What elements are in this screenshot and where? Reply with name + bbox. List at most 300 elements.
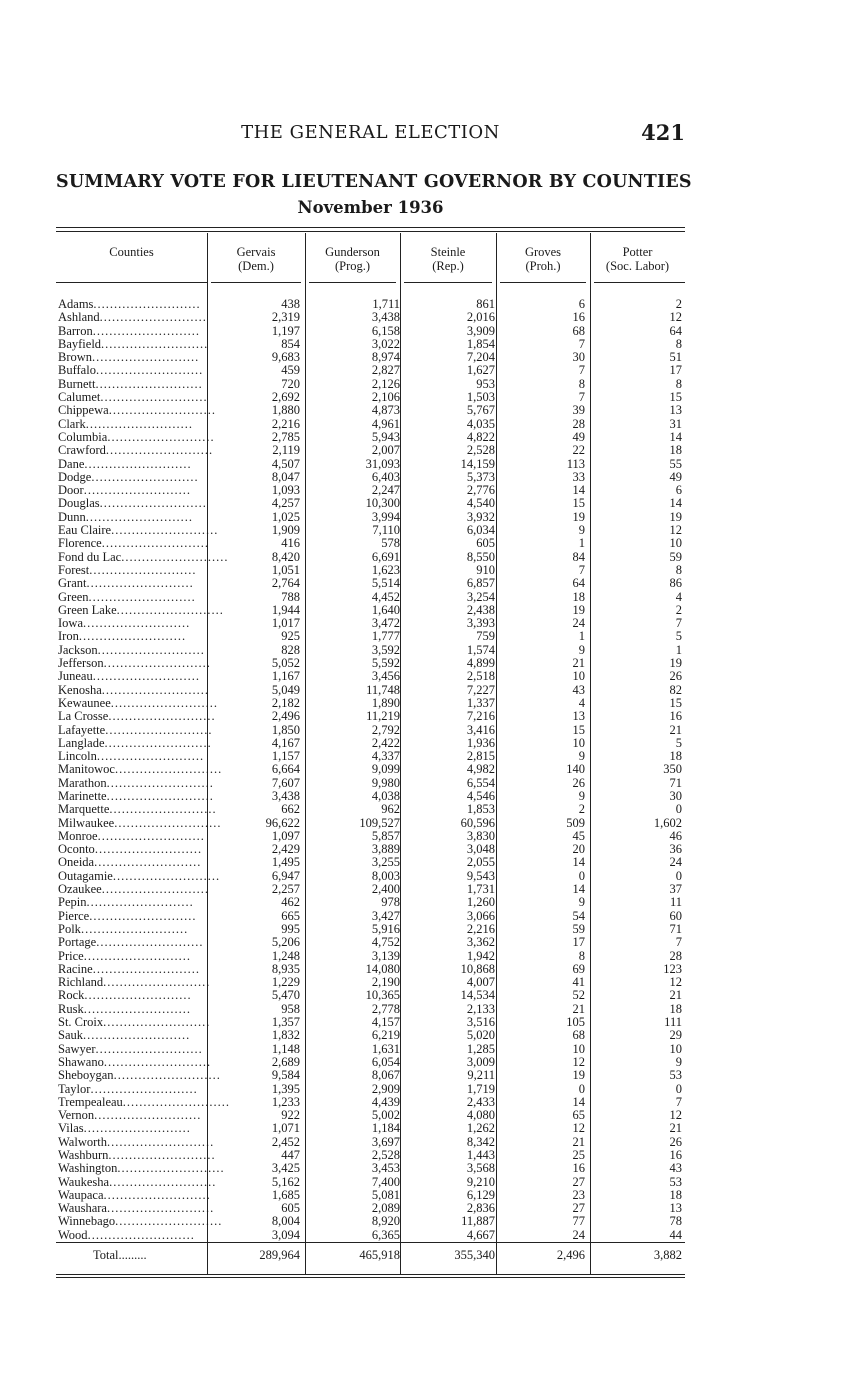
county-name: Pierce.......................... <box>58 908 197 923</box>
groves-votes: 1 <box>578 629 585 644</box>
county-name: Clark.......................... <box>58 416 194 431</box>
gunderson-votes: 6,403 <box>371 469 400 484</box>
total-potter: 3,882 <box>653 1248 682 1262</box>
potter-votes: 51 <box>669 350 682 365</box>
groves-votes: 77 <box>572 1214 585 1229</box>
groves-votes: 105 <box>566 1015 585 1030</box>
steinle-votes: 2,133 <box>466 1001 495 1016</box>
gervais-votes: 3,438 <box>271 788 300 803</box>
groves-votes: 10 <box>572 735 585 750</box>
table-row <box>56 1056 685 1069</box>
steinle-votes: 2,433 <box>466 1094 495 1109</box>
county-name: Dodge.......................... <box>58 469 199 484</box>
steinle-votes: 6,129 <box>466 1187 495 1202</box>
gunderson-votes: 10,300 <box>365 496 400 511</box>
gervais-votes: 5,162 <box>271 1174 300 1189</box>
running-head <box>56 122 685 148</box>
county-name: Florence.......................... <box>58 536 209 551</box>
potter-votes: 26 <box>669 669 682 684</box>
county-name: Iron.......................... <box>58 629 187 644</box>
potter-votes: 4 <box>675 589 682 604</box>
steinle-votes: 3,362 <box>466 935 495 950</box>
table-row <box>56 750 685 763</box>
column-header-counties: Counties <box>109 245 154 259</box>
gervais-votes: 1,093 <box>271 483 300 498</box>
total-label: Total......... <box>93 1248 147 1262</box>
gervais-votes: 1,850 <box>271 722 300 737</box>
steinle-votes: 4,035 <box>466 416 495 431</box>
table-row <box>56 391 685 404</box>
steinle-votes: 4,982 <box>466 762 495 777</box>
groves-votes: 1 <box>578 536 585 551</box>
potter-votes: 15 <box>669 390 682 405</box>
groves-votes: 43 <box>572 682 585 697</box>
potter-votes: 16 <box>669 709 682 724</box>
groves-votes: 69 <box>572 961 585 976</box>
county-name: Manitowoc.......................... <box>58 762 223 777</box>
county-name: Marinette.......................... <box>58 788 214 803</box>
potter-votes: 8 <box>675 376 682 391</box>
potter-votes: 60 <box>669 908 682 923</box>
potter-votes: 7 <box>675 616 682 631</box>
table-title: SUMMARY VOTE FOR LIEUTENANT GOVERNOR BY COUNTIES <box>56 172 692 192</box>
table-row <box>56 604 685 617</box>
gunderson-votes: 4,452 <box>371 589 400 604</box>
county-name: Milwaukee.......................... <box>58 815 222 830</box>
gunderson-votes: 8,067 <box>371 1068 400 1083</box>
bottom-rule-2 <box>56 1277 685 1278</box>
groves-votes: 24 <box>572 1227 585 1242</box>
gervais-votes: 4,507 <box>271 456 300 471</box>
steinle-votes: 1,854 <box>466 336 495 351</box>
gervais-votes: 8,935 <box>271 961 300 976</box>
gunderson-votes: 2,190 <box>371 975 400 990</box>
gunderson-votes: 1,631 <box>371 1041 400 1056</box>
gunderson-votes: 6,365 <box>371 1227 400 1242</box>
gervais-votes: 5,470 <box>271 988 300 1003</box>
county-name: Shawano.......................... <box>58 1054 212 1069</box>
steinle-votes: 3,516 <box>466 1015 495 1030</box>
gervais-votes: 5,049 <box>271 682 300 697</box>
table-row <box>56 551 685 564</box>
table-row <box>56 896 685 909</box>
bottom-rule-1 <box>56 1274 685 1275</box>
county-name: Kewaunee.......................... <box>58 695 218 710</box>
gervais-votes: 605 <box>281 1201 300 1216</box>
gunderson-votes: 7,110 <box>372 523 400 538</box>
gervais-votes: 9,584 <box>271 1068 300 1083</box>
groves-votes: 509 <box>566 815 585 830</box>
potter-votes: 123 <box>663 961 682 976</box>
gunderson-votes: 578 <box>381 536 400 551</box>
top-rule-1 <box>56 227 685 228</box>
county-name: Polk.......................... <box>58 921 189 936</box>
gervais-votes: 1,025 <box>271 509 300 524</box>
county-name: La Crosse.......................... <box>58 709 216 724</box>
steinle-votes: 1,260 <box>466 895 495 910</box>
county-name: Grant.......................... <box>58 576 194 591</box>
gunderson-votes: 3,592 <box>371 642 400 657</box>
gunderson-votes: 5,081 <box>371 1187 400 1202</box>
steinle-votes: 7,227 <box>466 682 495 697</box>
gervais-votes: 958 <box>281 1001 300 1016</box>
steinle-votes: 2,016 <box>466 310 495 325</box>
potter-votes: 6 <box>675 483 682 498</box>
gervais-votes: 447 <box>281 1148 300 1162</box>
table-row <box>56 763 685 776</box>
groves-votes: 84 <box>572 549 585 564</box>
gervais-votes: 1,832 <box>271 1028 300 1043</box>
gunderson-votes: 1,890 <box>371 695 400 710</box>
table-row <box>56 537 685 550</box>
gervais-votes: 2,689 <box>271 1054 300 1069</box>
gervais-votes: 662 <box>281 802 300 817</box>
gervais-votes: 4,257 <box>271 496 300 511</box>
gervais-votes: 995 <box>281 921 300 936</box>
table-row <box>56 817 685 830</box>
header-underline <box>404 282 492 283</box>
steinle-votes: 3,066 <box>466 908 495 923</box>
steinle-votes: 9,211 <box>467 1068 495 1083</box>
potter-votes: 2 <box>675 297 682 311</box>
gunderson-votes: 7,400 <box>371 1174 400 1189</box>
steinle-votes: 1,443 <box>466 1148 495 1162</box>
table-subtitle: November 1936 <box>297 198 444 217</box>
groves-votes: 7 <box>578 562 585 577</box>
table-row <box>56 870 685 883</box>
table-row <box>56 670 685 683</box>
gervais-votes: 1,148 <box>271 1041 300 1056</box>
total-gunderson: 465,918 <box>359 1248 400 1262</box>
gervais-votes: 2,429 <box>271 842 300 857</box>
gervais-votes: 2,319 <box>271 310 300 325</box>
gervais-votes: 1,167 <box>271 669 300 684</box>
gunderson-votes: 5,857 <box>371 828 400 843</box>
steinle-votes: 1,627 <box>466 363 495 378</box>
table-row <box>56 657 685 670</box>
gervais-votes: 2,764 <box>271 576 300 591</box>
county-name: Waukesha.......................... <box>58 1174 217 1189</box>
steinle-votes: 1,936 <box>466 735 495 750</box>
header-underline <box>211 282 301 283</box>
county-name: Eau Claire.......................... <box>58 523 219 538</box>
steinle-votes: 3,254 <box>466 589 495 604</box>
county-name: Door.......................... <box>58 483 191 498</box>
gunderson-votes: 3,438 <box>371 310 400 325</box>
steinle-votes: 2,836 <box>466 1201 495 1216</box>
county-name: Rusk.......................... <box>58 1001 191 1016</box>
header-underline <box>500 282 586 283</box>
potter-votes: 12 <box>669 975 682 990</box>
county-name: Bayfield.......................... <box>58 336 209 351</box>
table-row <box>56 524 685 537</box>
gervais-votes: 438 <box>281 297 300 311</box>
gervais-votes: 6,664 <box>271 762 300 777</box>
steinle-votes: 4,007 <box>466 975 495 990</box>
gervais-votes: 2,452 <box>271 1134 300 1149</box>
total-row <box>56 1247 685 1263</box>
gunderson-votes: 2,422 <box>371 735 400 750</box>
steinle-votes: 910 <box>476 562 495 577</box>
total-groves: 2,496 <box>556 1248 585 1262</box>
groves-votes: 13 <box>572 709 585 724</box>
county-name: Jackson.......................... <box>58 642 205 657</box>
potter-votes: 71 <box>669 921 682 936</box>
groves-votes: 10 <box>572 1041 585 1056</box>
potter-votes: 14 <box>669 496 682 511</box>
table-row <box>56 989 685 1002</box>
table-row <box>56 378 685 391</box>
steinle-votes: 2,438 <box>466 602 495 617</box>
groves-votes: 41 <box>572 975 585 990</box>
gunderson-votes: 1,711 <box>372 297 400 311</box>
table-row <box>56 484 685 497</box>
gunderson-votes: 2,778 <box>371 1001 400 1016</box>
gunderson-votes: 8,974 <box>371 350 400 365</box>
steinle-votes: 7,216 <box>466 709 495 724</box>
steinle-votes: 3,830 <box>466 828 495 843</box>
groves-votes: 7 <box>578 336 585 351</box>
table-row <box>56 444 685 457</box>
potter-votes: 350 <box>663 762 682 777</box>
potter-votes: 26 <box>669 1134 682 1149</box>
steinle-votes: 861 <box>476 297 495 311</box>
steinle-votes: 1,731 <box>466 882 495 897</box>
county-name: Lafayette.......................... <box>58 722 213 737</box>
groves-votes: 0 <box>578 1081 585 1096</box>
steinle-votes: 4,667 <box>466 1227 495 1242</box>
groves-votes: 14 <box>572 483 585 498</box>
steinle-votes: 7,204 <box>466 350 495 365</box>
table-row <box>56 936 685 949</box>
county-name: Marquette.......................... <box>58 802 217 817</box>
page-number: 421 <box>641 120 685 145</box>
table-row <box>56 737 685 750</box>
potter-votes: 2 <box>675 602 682 617</box>
potter-votes: 18 <box>669 1187 682 1202</box>
gunderson-votes: 31,093 <box>365 456 400 471</box>
table-row <box>56 1069 685 1082</box>
potter-votes: 12 <box>669 310 682 325</box>
steinle-votes: 605 <box>476 536 495 551</box>
gunderson-votes: 6,054 <box>371 1054 400 1069</box>
groves-votes: 24 <box>572 616 585 631</box>
gunderson-votes: 5,943 <box>371 429 400 444</box>
county-name: Vernon.......................... <box>58 1108 202 1123</box>
county-name: Forest.......................... <box>58 562 197 577</box>
potter-votes: 19 <box>669 509 682 524</box>
total-steinle: 355,340 <box>454 1248 495 1262</box>
county-name: Fond du Lac.......................... <box>58 549 229 564</box>
groves-votes: 113 <box>566 456 585 471</box>
potter-votes: 64 <box>669 323 682 338</box>
gervais-votes: 96,622 <box>265 815 300 830</box>
gunderson-votes: 2,089 <box>371 1201 400 1216</box>
groves-votes: 19 <box>572 1068 585 1083</box>
gervais-votes: 922 <box>281 1108 300 1123</box>
table-row <box>56 1136 685 1149</box>
column-header-potter: Potter (Soc. Labor) <box>605 245 670 273</box>
table-row <box>56 338 685 351</box>
potter-votes: 53 <box>669 1068 682 1083</box>
steinle-votes: 4,080 <box>466 1108 495 1123</box>
gunderson-votes: 4,337 <box>371 749 400 764</box>
steinle-votes: 60,596 <box>460 815 495 830</box>
groves-votes: 68 <box>572 1028 585 1043</box>
running-title: THE GENERAL ELECTION <box>241 122 500 143</box>
steinle-votes: 2,815 <box>466 749 495 764</box>
potter-votes: 12 <box>669 523 682 538</box>
groves-votes: 9 <box>578 749 585 764</box>
gervais-votes: 2,692 <box>271 390 300 405</box>
groves-votes: 39 <box>572 403 585 418</box>
steinle-votes: 3,393 <box>466 616 495 631</box>
gervais-votes: 2,257 <box>271 882 300 897</box>
groves-votes: 26 <box>572 775 585 790</box>
potter-votes: 10 <box>669 1041 682 1056</box>
potter-votes: 18 <box>669 749 682 764</box>
table-row <box>56 617 685 630</box>
potter-votes: 17 <box>669 363 682 378</box>
table-row <box>56 1202 685 1215</box>
groves-votes: 49 <box>572 429 585 444</box>
gunderson-votes: 1,640 <box>371 602 400 617</box>
potter-votes: 19 <box>669 656 682 671</box>
gervais-votes: 925 <box>281 629 300 644</box>
steinle-votes: 5,020 <box>466 1028 495 1043</box>
steinle-votes: 11,887 <box>461 1214 495 1229</box>
table-row <box>56 923 685 936</box>
county-name: Outagamie.......................... <box>58 868 221 883</box>
gunderson-votes: 1,623 <box>371 562 400 577</box>
table-row <box>56 790 685 803</box>
potter-votes: 82 <box>669 682 682 697</box>
county-name: Portage.......................... <box>58 935 204 950</box>
county-name: Rock.......................... <box>58 988 192 1003</box>
groves-votes: 52 <box>572 988 585 1003</box>
gunderson-votes: 5,592 <box>371 656 400 671</box>
gunderson-votes: 5,916 <box>371 921 400 936</box>
gunderson-votes: 8,920 <box>371 1214 400 1229</box>
gervais-votes: 1,944 <box>271 602 300 617</box>
gervais-votes: 2,119 <box>272 443 300 458</box>
steinle-votes: 2,528 <box>466 443 495 458</box>
county-name: Dunn.......................... <box>58 509 194 524</box>
groves-votes: 12 <box>572 1121 585 1136</box>
groves-votes: 59 <box>572 921 585 936</box>
table-row <box>56 976 685 989</box>
groves-votes: 9 <box>578 788 585 803</box>
gunderson-votes: 109,527 <box>359 815 400 830</box>
gunderson-votes: 4,961 <box>371 416 400 431</box>
county-name: Ashland.......................... <box>58 310 207 325</box>
gunderson-votes: 2,528 <box>371 1148 400 1162</box>
potter-votes: 10 <box>669 536 682 551</box>
steinle-votes: 3,048 <box>466 842 495 857</box>
groves-votes: 15 <box>572 496 585 511</box>
gunderson-votes: 9,099 <box>371 762 400 777</box>
gervais-votes: 2,216 <box>271 416 300 431</box>
county-name: Sauk.......................... <box>58 1028 191 1043</box>
steinle-votes: 4,546 <box>466 788 495 803</box>
county-name: Winnebago.......................... <box>58 1214 223 1229</box>
header-underline <box>309 282 396 283</box>
gunderson-votes: 10,365 <box>365 988 400 1003</box>
gervais-votes: 6,947 <box>271 868 300 883</box>
steinle-votes: 2,776 <box>466 483 495 498</box>
gunderson-votes: 4,752 <box>371 935 400 950</box>
potter-votes: 15 <box>669 695 682 710</box>
table-row <box>56 697 685 710</box>
steinle-votes: 3,932 <box>466 509 495 524</box>
groves-votes: 19 <box>572 509 585 524</box>
steinle-votes: 4,899 <box>466 656 495 671</box>
groves-votes: 22 <box>572 443 585 458</box>
gunderson-votes: 3,472 <box>371 616 400 631</box>
potter-votes: 14 <box>669 429 682 444</box>
gunderson-votes: 11,748 <box>366 682 400 697</box>
gervais-votes: 4,167 <box>271 735 300 750</box>
groves-votes: 45 <box>572 828 585 843</box>
steinle-votes: 9,543 <box>466 868 495 883</box>
steinle-votes: 2,055 <box>466 855 495 870</box>
potter-votes: 53 <box>669 1174 682 1189</box>
potter-votes: 59 <box>669 549 682 564</box>
steinle-votes: 953 <box>476 376 495 391</box>
potter-votes: 11 <box>669 895 682 910</box>
gunderson-votes: 14,080 <box>365 961 400 976</box>
steinle-votes: 1,337 <box>466 695 495 710</box>
potter-votes: 7 <box>675 935 682 950</box>
potter-votes: 0 <box>675 1081 682 1096</box>
table-row <box>56 1162 685 1175</box>
potter-votes: 0 <box>675 868 682 883</box>
table-row <box>56 1083 685 1096</box>
potter-votes: 5 <box>675 629 682 644</box>
gervais-votes: 1,097 <box>271 828 300 843</box>
gunderson-votes: 2,909 <box>371 1081 400 1096</box>
gervais-votes: 1,880 <box>271 403 300 418</box>
county-name: Waupaca.......................... <box>58 1187 211 1202</box>
gunderson-votes: 11,219 <box>366 709 400 724</box>
table-row <box>56 497 685 510</box>
gunderson-votes: 962 <box>381 802 400 817</box>
gervais-votes: 8,004 <box>271 1214 300 1229</box>
gervais-votes: 3,425 <box>271 1161 300 1176</box>
table-row <box>56 1149 685 1162</box>
gunderson-votes: 1,777 <box>371 629 400 644</box>
gervais-votes: 788 <box>281 589 300 604</box>
table-row <box>56 856 685 869</box>
county-name: Vilas.......................... <box>58 1121 191 1136</box>
groves-votes: 23 <box>572 1187 585 1202</box>
table-row <box>56 830 685 843</box>
groves-votes: 12 <box>572 1054 585 1069</box>
potter-votes: 36 <box>669 842 682 857</box>
potter-votes: 111 <box>664 1015 682 1030</box>
county-name: Barron.......................... <box>58 323 200 338</box>
table-row <box>56 418 685 431</box>
county-name: Taylor.......................... <box>58 1081 198 1096</box>
potter-votes: 43 <box>669 1161 682 1176</box>
county-name: Calumet.......................... <box>58 390 208 405</box>
gunderson-votes: 6,158 <box>371 323 400 338</box>
county-name: Burnett.......................... <box>58 376 203 391</box>
table-row <box>56 591 685 604</box>
potter-votes: 21 <box>669 1121 682 1136</box>
top-rule-2 <box>56 231 685 232</box>
county-name: Green.......................... <box>58 589 196 604</box>
